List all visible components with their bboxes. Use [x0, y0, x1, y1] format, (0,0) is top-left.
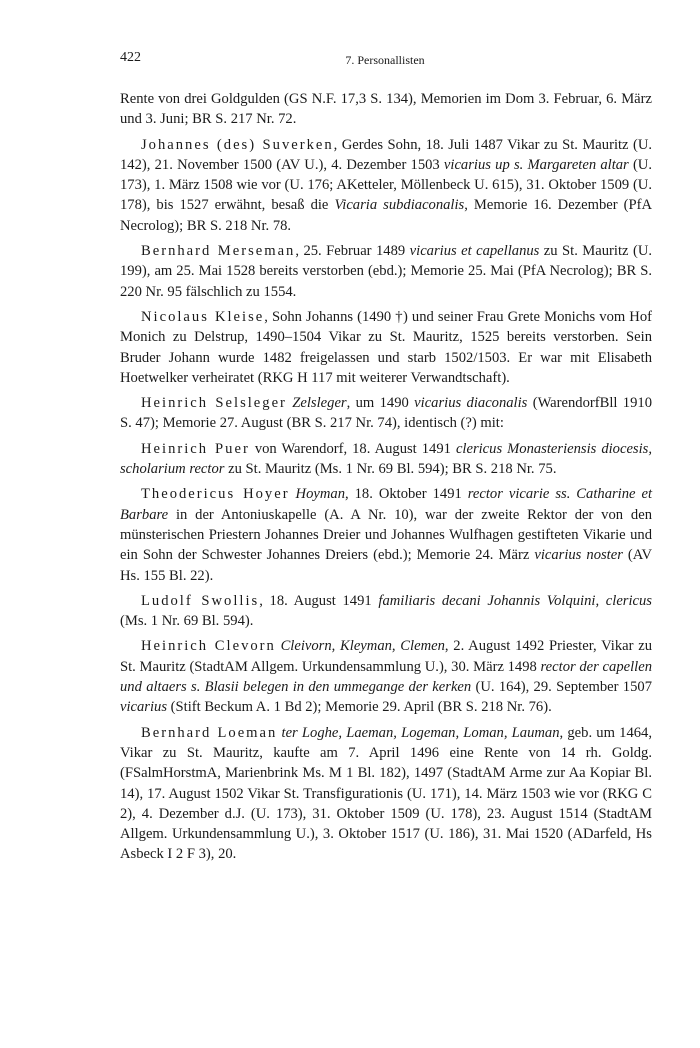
text-run: , 18. Oktober 1491	[345, 486, 468, 503]
text-run: , Gerdes Sohn, 18. Juli 1487 Vikar zu St. Mauritz (U. 142), 21. November 1500 (AV U.), 4. Dezember 1503	[120, 136, 653, 173]
italic-term: Cleivorn, Kleyman, Clemen	[280, 638, 445, 655]
italic-term: rector vicarie ss. Catharine et Barbare	[120, 486, 652, 523]
paragraph-entry	[120, 307, 652, 388]
text-run: (U. 164), 29. September 1507	[471, 679, 652, 696]
person-name: Heinrich Clevorn	[141, 638, 276, 655]
text-run: Rente von drei Goldgulden (GS N.F. 17,3 S. 134), Memorien im Dom 3. Februar, 6. März und 3. Juni; BR S. 217 Nr. 72.	[120, 91, 652, 128]
paragraph-entry	[120, 484, 652, 585]
text-run: , Sohn Johanns (1490 †) und seiner Frau Grete Monichs vom Hof Monich zu Delstrup, 1490–1504 Vikar zu St. Mauritz, 1525 bereits verstorben. Sein Bruder Johann wurde 1482 freigelassen und starb 1502/1503. Er war mit Elisabeth Hoetwelker verheiratet (RKG H 117 mit weiterer Verwandtschaft).	[120, 308, 652, 386]
paragraph-entry	[120, 135, 652, 236]
person-name: Theodericus Hoyer	[141, 486, 290, 503]
text-run: , 18. August 1491	[259, 592, 379, 609]
text-run: , um 1490	[346, 395, 415, 412]
italic-term: rector der capellen und altaers s. Blasii belegen in den ummegange der kerken	[120, 658, 652, 696]
text-run: zu St. Mauritz (U. 199), am 25. Mai 1528 bereits verstorben (ebd.); Memorie 25. Mai (PfA Necrolog); BR S. 220 Nr. 95 fälschlich zu 1554.	[120, 243, 653, 300]
body-text	[120, 89, 652, 865]
paragraph-entry	[120, 241, 652, 302]
text-run: zu St. Mauritz (Ms. 1 Nr. 69 Bl. 594); BR S. 218 Nr. 75.	[224, 461, 557, 478]
italic-term: vicarius	[120, 699, 168, 716]
italic-term: Vicaria subdiaconalis	[334, 197, 465, 214]
paragraph-entry	[120, 636, 652, 717]
person-name: Johannes (des) Suverken	[141, 136, 334, 153]
italic-term: ter Loghe, Laeman, Logeman, Loman, Lauman	[281, 724, 560, 741]
text-run: (U. 173), 1. März 1508 wie vor (U. 176; AKetteler, Möllenbeck U. 615), 31. Oktober 1509 (U. 178), bis 1527 erwähnt, besaß die	[120, 156, 652, 214]
paragraph-continuation	[120, 89, 652, 130]
person-name: Ludolf Swollis	[141, 592, 260, 609]
italic-term: clericus Monasteriensis diocesis, scholarium rector	[120, 440, 652, 478]
text-run: , 25. Februar 1489	[295, 243, 410, 260]
italic-term: vicarius up s. Margareten altar	[443, 156, 629, 173]
text-run: , geb. um 1464, Vikar zu St. Mauritz, kaufte am 7. April 1496 eine Rente von 14 rh. Goldg. (FSalmHorstmA, Marienbrink Ms. M 1 Bl. 182), 1497 (StadtAM Arme zur Aa Kopiar Bl. 14), 17. August 1502 Vikar St. Transfigurationis (U. 171), 14. März 1503 wie vor (RKG C 2), 4. Dezember d.J. (U. 173), 31. Oktober 1509 (U. 178), 23. August 1514 (StadtAM Allgem. Urkundensammlung U.), 3. Oktober 1517 (U. 186), 31. Mai 1520 (ADarfeld, Hs Asbeck I 2 F 3), 20.	[120, 724, 652, 863]
italic-term: vicarius diaconalis	[414, 395, 528, 412]
person-name: Heinrich Puer	[141, 440, 250, 457]
running-head: 7. Personallisten	[345, 53, 425, 67]
person-name: Bernhard Merseman	[141, 243, 296, 260]
text-run: (Ms. 1 Nr. 69 Bl. 594).	[120, 613, 254, 630]
person-name: Bernhard Loeman	[141, 724, 278, 741]
text-run: (AV Hs. 155 Bl. 22).	[120, 547, 652, 584]
italic-term: Hoyman	[295, 486, 345, 503]
person-name: Heinrich Selsleger	[141, 395, 287, 412]
paragraph-entry	[120, 439, 652, 480]
text-run: , Memorie 16. Dezember (PfA Necrolog); BR S. 218 Nr. 78.	[120, 197, 653, 234]
page-number: 422	[120, 50, 141, 65]
paragraph-entry	[120, 723, 652, 865]
paragraph-entry	[120, 393, 652, 434]
italic-term: vicarius noster	[534, 547, 623, 564]
person-name: Nicolaus Kleise	[141, 308, 265, 325]
italic-term: familiaris decani Johannis Volquini, clericus	[378, 592, 652, 609]
text-run: von Warendorf, 18. August 1491	[249, 440, 456, 457]
text-run: (WarendorfBll 1910 S. 47); Memorie 27. August (BR S. 217 Nr. 74), identisch (?) mit:	[120, 395, 652, 432]
text-run: (Stift Beckum A. 1 Bd 2); Memorie 29. April (BR S. 218 Nr. 76).	[167, 699, 552, 716]
italic-term: Zelsleger	[292, 395, 347, 412]
italic-term: vicarius et capellanus	[409, 243, 540, 260]
text-run: , 2. August 1492 Priester, Vikar zu St. Mauritz (StadtAM Allgem. Urkundensammlung U.), 30. März 1498	[120, 638, 652, 675]
text-run: in der Antoniuskapelle (A. A Nr. 10), war der zweite Rektor der von den münsterischen Priestern Johannes Dreier und Johannes Wulfhagen gestifteten Vikarie und ein Sohn der Schwester Johannes Dreiers (ebd.); Memorie 24. März	[120, 506, 652, 564]
paragraph-entry	[120, 591, 652, 632]
